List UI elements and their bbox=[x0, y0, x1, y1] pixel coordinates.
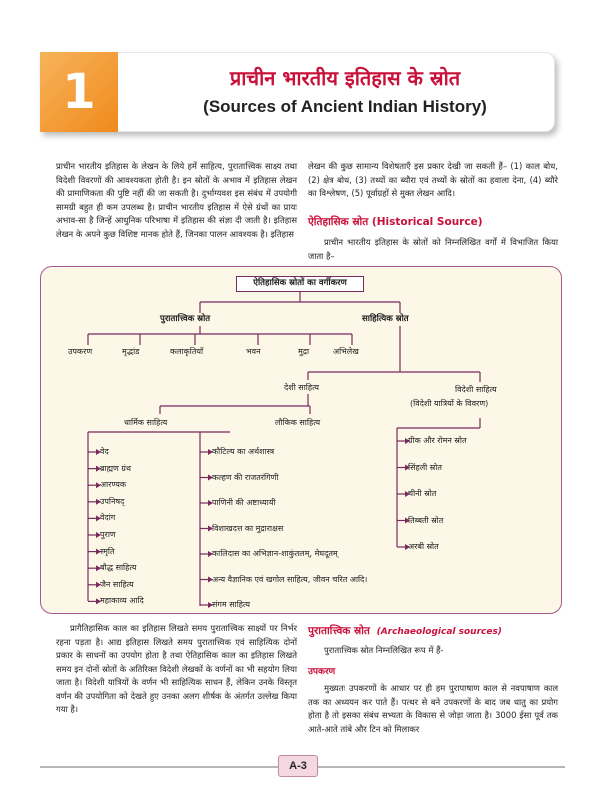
archaeological-node: पुरातात्त्विक स्रोत bbox=[160, 314, 211, 324]
foreign-node: विदेशी साहित्य bbox=[455, 385, 497, 394]
arch-item: कलाकृतियाँ bbox=[170, 347, 204, 356]
religious-item: वेद bbox=[100, 447, 109, 456]
foreign-item: चीनी स्रोत bbox=[408, 489, 437, 498]
arch-item: मुद्रा bbox=[298, 347, 310, 356]
tools-text: मुख्यतः उपकरणों के आधार पर ही हम पुरापाषाण काल से नवपाषाण काल तक का अध्ययन कर पाते हैं। पत्थर से बने उपकरणों के बाद जब धातु का प्रयोग होता है तो इसका संबंध सभ्यता के विकास से जोड़ा जाता है। 3000 ईसा पूर्व तक आते-आते तांबे और टिन को मिलाकर bbox=[308, 683, 558, 734]
religious-item: पुराण bbox=[100, 530, 116, 539]
archaeological-heading-english: (Archaeological sources) bbox=[376, 627, 502, 637]
arch-item: मृद्भांड bbox=[122, 347, 140, 356]
historical-source-text: प्राचीन भारतीय इतिहास के स्रोतों को निम्नलिखित वर्गों में विभाजित किया जाता है– bbox=[308, 237, 558, 261]
historical-source-heading: ऐतिहासिक स्रोत (Historical Source) bbox=[308, 216, 483, 228]
arch-item: उपकरण bbox=[68, 347, 93, 356]
religious-item: उपनिषद् bbox=[100, 496, 125, 506]
religious-item: जैन साहित्य bbox=[100, 579, 134, 589]
arch-item: अभिलेख bbox=[333, 347, 359, 356]
intro-left-paragraph: प्राचीन भारतीय इतिहास के लेखन के लिये हमें साहित्य, पुरातात्त्विक साक्ष्य तथा विदेशी विवरणों की आवश्यकता होती है। इन स्रोतों के अभाव में इतिहास लेखन की प्रामाणिकता की पुष्टि नहीं की जा सकती है। दुर्भाग्यवश इस संबंध में उपयोगी सामग्री बहुत ही कम उपलब्ध है। प्राचीन भारतीय इतिहास में ऐसे ग्रंथों का प्रायः अभाव-सा है जिन्हें आधुनिक परिभाषा में इतिहास की संज्ञा दी जाती है। इतिहास लेखन के अपने कुछ विशिष्ट मानक होते हैं, जिनका पालन आवश्यक है। इतिहास bbox=[56, 161, 297, 239]
archaeological-text: पुरातात्त्विक स्रोत निम्नलिखित रूप में हैं- bbox=[324, 645, 444, 655]
chapter-title-english: (Sources of Ancient Indian History) bbox=[203, 97, 487, 116]
secular-item: पाणिनी की अष्टाध्यायी bbox=[212, 498, 276, 507]
page-number: A-3 bbox=[278, 755, 318, 777]
literary-node: साहित्यिक स्रोत bbox=[362, 314, 409, 324]
religious-item: महाकाव्य आदि bbox=[100, 596, 144, 606]
foreign-item: तिब्बती स्रोत bbox=[408, 515, 444, 525]
secular-item: अन्य वैज्ञानिक एवं खगोल साहित्य, जीवन चरित आदि। bbox=[212, 574, 368, 584]
religious-node: धार्मिक साहित्य bbox=[124, 418, 168, 427]
intro-right-paragraph: लेखन की कुछ सामान्य विशेषताएँ इस प्रकार देखी जा सकती हैं– (1) काल बोध, (2) क्षेत्र बोध, (3) तथ्यों का ब्यौरा एवं तथ्यों के स्रोतों का हवाला देना, (4) ब्यौरे का विश्लेषण, (5) पूर्वाग्रहों से मुक्त लेखन आदि। bbox=[308, 161, 558, 198]
chapter-title-hindi: प्राचीन भारतीय इतिहास के स्रोत bbox=[229, 66, 461, 90]
arch-item: भवन bbox=[246, 347, 261, 356]
archaeological-heading bbox=[308, 624, 502, 638]
foreign-item: ग्रीक और रोमन स्रोत bbox=[408, 436, 467, 445]
indigenous-node: देशी साहित्य bbox=[284, 383, 320, 392]
foreign-item: सिंहली स्रोत bbox=[408, 462, 442, 472]
religious-item: बौद्ध साहित्य bbox=[100, 563, 137, 573]
religious-item: आरण्यक bbox=[100, 480, 127, 490]
religious-item: ब्राह्मण ग्रंथ bbox=[100, 463, 131, 473]
bottom-left-paragraph: प्रागैतिहासिक काल का इतिहास लिखते समय पुरातात्त्विक साक्ष्यों पर निर्भर रहना पड़ता है। आद्य इतिहास लिखते समय पुरातात्त्विक एवं साहित्यिक दोनों प्रकार के साधनों का उपयोग होता है तथा ऐतिहासिक काल का इतिहास लिखते समय इन दोनों स्रोतों के अतिरिक्त विदेशी लेखकों के वर्णनों का भी सहयोग लिया जाता है। विदेशी यात्रियों के वर्णन भी साहित्यिक साधन हैं, लेकिन उनके विस्तृत वर्णन की उपयोगिता को देखते हुए उनका अलग शीर्षक के अंतर्गत उल्लेख किया गया है। bbox=[56, 623, 297, 714]
secular-item: संगम साहित्य bbox=[212, 600, 250, 609]
secular-item: विशाखदत्त का मुद्राराक्षस bbox=[212, 523, 284, 533]
secular-node: लौकिक साहित्य bbox=[275, 418, 321, 427]
secular-item: कालिदास का अभिज्ञान-शाकुंतलम्, मेघदूतम् bbox=[212, 549, 338, 558]
chart-root: ऐतिहासिक स्रोतों का वर्गीकरण bbox=[236, 276, 364, 292]
tools-heading: उपकरण bbox=[308, 667, 336, 677]
secular-item: कौटिल्य का अर्थशास्त्र bbox=[212, 447, 275, 456]
archaeological-heading-hindi: पुरातात्त्विक स्रोत bbox=[308, 625, 370, 637]
religious-item: वेदांग bbox=[100, 513, 116, 523]
secular-item: कल्हण की राजतरंगिणी bbox=[212, 472, 279, 482]
chapter-number: 1 bbox=[62, 64, 96, 120]
foreign-item: अरबी स्रोत bbox=[408, 542, 439, 551]
religious-item: स्मृति bbox=[100, 546, 115, 556]
foreign-sub-node: (विदेशी यात्रियों के विवरण) bbox=[410, 399, 489, 408]
